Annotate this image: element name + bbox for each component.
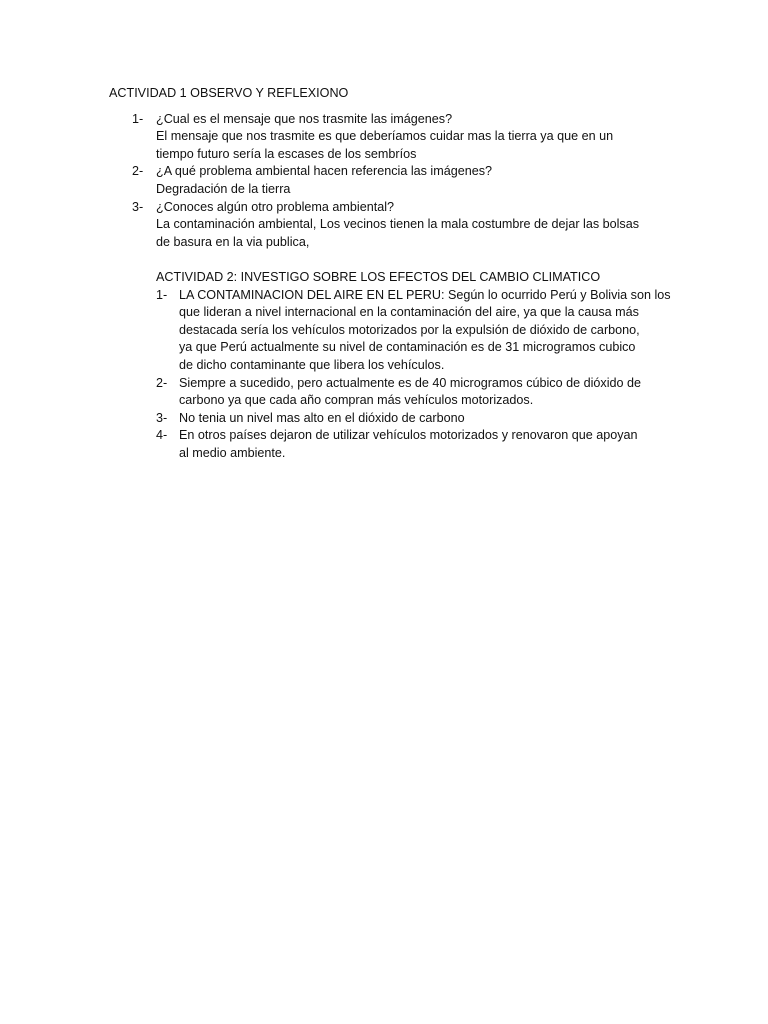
- paragraph-line: carbono ya que cada año compran más vehículos motorizados.: [179, 393, 534, 408]
- paragraph-line: que lideran a nivel internacional en la contaminación del aire, ya que la causa más: [179, 305, 639, 320]
- list-number: 1-: [156, 287, 168, 302]
- list-item-text: [156, 163, 669, 198]
- question-text: ¿Conoces algún otro problema ambiental?: [156, 199, 395, 214]
- list-item-text: [156, 111, 669, 164]
- list-number: 1-: [132, 111, 144, 126]
- activity2-item-4: [156, 427, 669, 462]
- blank-line: [109, 251, 669, 269]
- paragraph-line: destacada sería los vehículos motorizados por la expulsión de dióxido de carbono,: [179, 322, 640, 337]
- list-item-text: [179, 287, 669, 375]
- list-number: 3-: [132, 199, 144, 214]
- answer-text: tiempo futuro sería la escases de los sembríos: [156, 146, 417, 161]
- question-text: ¿A qué problema ambiental hacen referencia las imágenes?: [156, 164, 493, 179]
- paragraph-line: de dicho contaminante que libera los vehículos.: [179, 357, 445, 372]
- document-content: [109, 85, 669, 462]
- activity2-item-3: [156, 410, 669, 428]
- activity1-item-1: [109, 111, 669, 164]
- activity1-item-3: [109, 199, 669, 252]
- list-item-text: [179, 375, 669, 410]
- question-text: ¿Cual es el mensaje que nos trasmite las imágenes?: [156, 111, 453, 126]
- list-item-text: [179, 410, 669, 428]
- activity2-item-2: [156, 375, 669, 410]
- activity1-title: ACTIVIDAD 1 OBSERVO Y REFLEXIONO: [109, 86, 349, 100]
- answer-text: La contaminación ambiental, Los vecinos tienen la mala costumbre de dejar las bolsas: [156, 217, 640, 232]
- list-item-text: [156, 199, 669, 252]
- list-item-text: [179, 427, 669, 462]
- activity2-section: [156, 269, 669, 463]
- list-number: 3-: [156, 410, 168, 425]
- activity1-list: [109, 111, 669, 252]
- paragraph-line: ya que Perú actualmente su nivel de contaminación es de 31 microgramos cubico: [179, 340, 636, 355]
- activity2-item-1: [156, 287, 669, 375]
- paragraph-line: No tenia un nivel mas alto en el dióxido de carbono: [179, 410, 465, 425]
- activity2-list: [156, 287, 669, 463]
- list-number: 4-: [156, 428, 168, 443]
- answer-text: El mensaje que nos trasmite es que deberíamos cuidar mas la tierra ya que en un: [156, 129, 614, 144]
- list-number: 2-: [132, 164, 144, 179]
- paragraph-line: Siempre a sucedido, pero actualmente es de 40 microgramos cúbico de dióxido de: [179, 375, 642, 390]
- activity2-title: ACTIVIDAD 2: INVESTIGO SOBRE LOS EFECTOS DEL CAMBIO CLIMATICO: [156, 269, 601, 284]
- paragraph-line: LA CONTAMINACION DEL AIRE EN EL PERU: Según lo ocurrido Perú y Bolivia son los: [179, 287, 671, 302]
- paragraph-line: En otros países dejaron de utilizar vehículos motorizados y renovaron que apoyan: [179, 428, 638, 443]
- list-number: 2-: [156, 375, 168, 390]
- activity1-item-2: [109, 163, 669, 198]
- answer-text: de basura en la via publica,: [156, 234, 310, 249]
- answer-text: Degradación de la tierra: [156, 181, 291, 196]
- paragraph-line: al medio ambiente.: [179, 445, 286, 460]
